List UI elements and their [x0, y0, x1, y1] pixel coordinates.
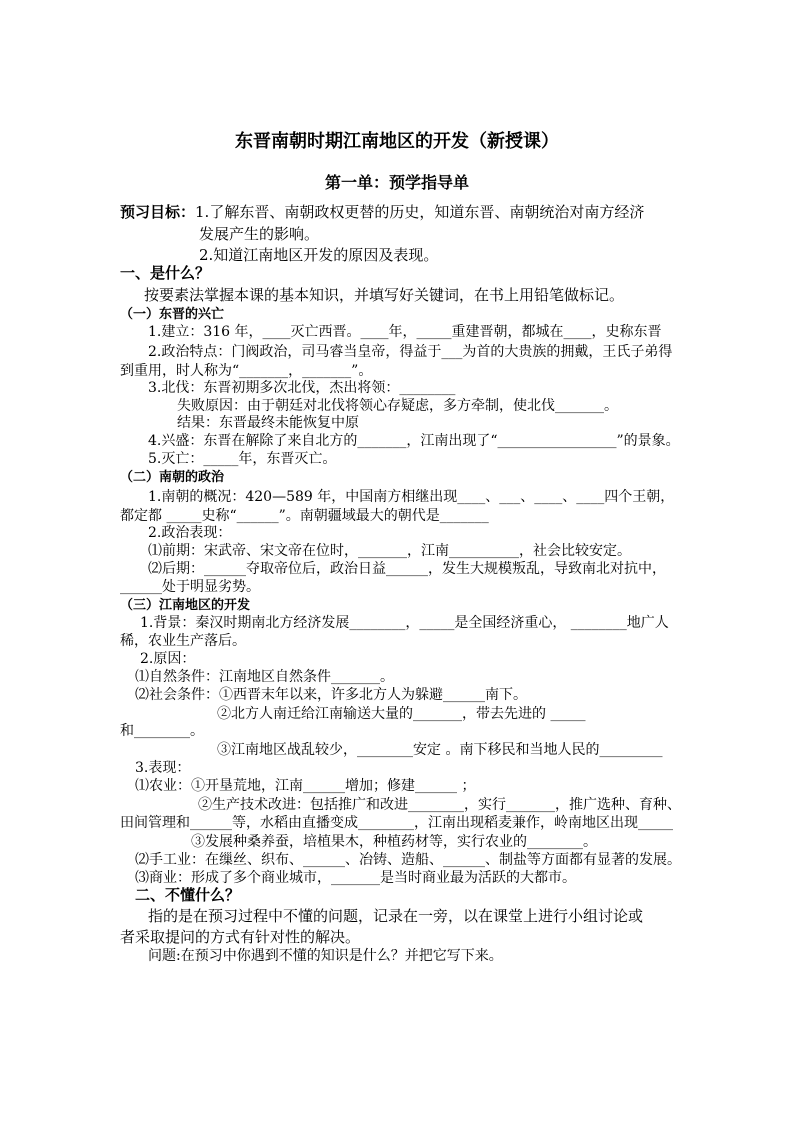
text-line: ⑴前期：宋武帝、宋文帝在位时，_______，江南__________，社会比较安定。	[148, 543, 631, 559]
objectives-line-3: 2.知道江南地区开发的原因及表现。	[199, 246, 439, 264]
text-line: 田间管理和______等，水稻由直播变成________，江南出现稻麦兼作，岭南地区出现_____	[120, 815, 673, 831]
text-line: ②生产技术改进：包括推广和改进________，实行_______，推广选种、育种、	[198, 797, 681, 813]
text-line: 4.兴盛：东晋在解除了来自北方的_______，江南出现了“_________________”的景象。	[148, 433, 680, 449]
question-line: 问题:在预习中你遇到不懂的知识是什么？并把它写下来。	[148, 948, 503, 964]
text-line: ⑴自然条件：江南地区自然条件_______。	[135, 669, 394, 685]
text-line: ③江南地区战乱较少，________安定 。南下移民和当地人民的_________	[217, 742, 663, 758]
part1-intro: 按要素法掌握本课的基本知识，并填写好关键词，在书上用铅笔做标记。	[144, 286, 625, 304]
text-line: 结果：东晋最终未能恢复中原	[177, 415, 359, 431]
text-line: 2.政治特点：门阀政治，司马睿当皇帝，得益于___为首的大贵族的拥戴，王氏子弟得	[148, 344, 673, 360]
text-line: 2.原因：	[140, 651, 196, 667]
text-line: ⑵后期：______夺取帝位后，政治日益______，发生大规模叛乱，导致南北对抗中，	[148, 561, 666, 577]
text-line: 1.建立：316 年，____灭亡西晋。____年，_____重建晋朝，都城在____，史称东晋	[148, 324, 662, 340]
text-line: 3.表现：	[135, 760, 191, 776]
text-line: ⑶商业：形成了多个商业城市，_______是当时商业最为活跃的大都市。	[135, 870, 576, 886]
page-subtitle: 第一单：预学指导单	[324, 173, 469, 192]
text-line: 和________。	[120, 723, 204, 739]
text-line: 1.南朝的概况：420—589 年，中国南方相继出现____、___、____、____四个王朝，	[148, 489, 675, 505]
section2-heading: （二）南朝的政治	[120, 470, 225, 485]
part1-heading: 一、是什么？	[120, 264, 211, 282]
text-line: ③发展种桑养蚕，培植果木，种植药材等，实行农业的________。	[191, 834, 597, 850]
text-line: 5.灭亡：_____年，东晋灭亡。	[148, 451, 337, 467]
text-line: ⑵手工业：在缫丝、织布、______、冶铸、造船、______、制盐等方面都有显著的发展。	[135, 852, 681, 868]
page-title: 东晋南朝时期江南地区的开发（新授课）	[235, 131, 559, 152]
text-line: 2.政治表现：	[148, 525, 232, 541]
objectives-line-1: 预习目标：1.了解东晋、南朝政权更替的历史，知道东晋、南朝统治对南方经济	[120, 203, 645, 221]
text-line: ②北方人南迁给江南输送大量的_______，带去先进的 _____	[217, 706, 586, 722]
part2-heading: 二、不懂什么？	[135, 886, 241, 904]
objectives-line-2: 发展产生的影响。	[199, 225, 320, 243]
objectives-label: 预习目标：	[120, 203, 196, 221]
text-line: 到重用，时人称为“_______，_______”。	[120, 363, 373, 379]
text-line: 指的是在预习过程中不懂的问题，记录在一旁，以在课堂上进行小组讨论或	[148, 907, 644, 925]
text-line: 1.背景：秦汉时期南北方经济发展________，_____是全国经济重心， ________地广人	[140, 615, 669, 631]
text-line: 失败原因：由于朝廷对北伐将领心存疑虑，多方牵制，使北伐_______。	[177, 398, 618, 414]
section3-heading: （三）江南地区的开发	[120, 598, 251, 613]
text-line: ⑴农业：①开垦荒地，江南______增加；修建______ ；	[135, 778, 476, 794]
section1-heading: （一）东晋的兴亡	[120, 307, 225, 322]
text-line: 稀，农业生产落后。	[120, 633, 246, 649]
text-line: 都定都 _____史称“______”。南朝疆域最大的朝代是_______	[120, 508, 489, 524]
text-line: 3.北伐：东晋初期多次北伐，杰出将领：________	[148, 380, 456, 396]
text-line: ______处于明显劣势。	[120, 579, 260, 595]
text-line: ⑵社会条件：①西晋末年以来，许多北方人为躲避______南下。	[135, 687, 527, 703]
text-line: 者采取提问的方式有针对性的解决。	[120, 928, 361, 946]
